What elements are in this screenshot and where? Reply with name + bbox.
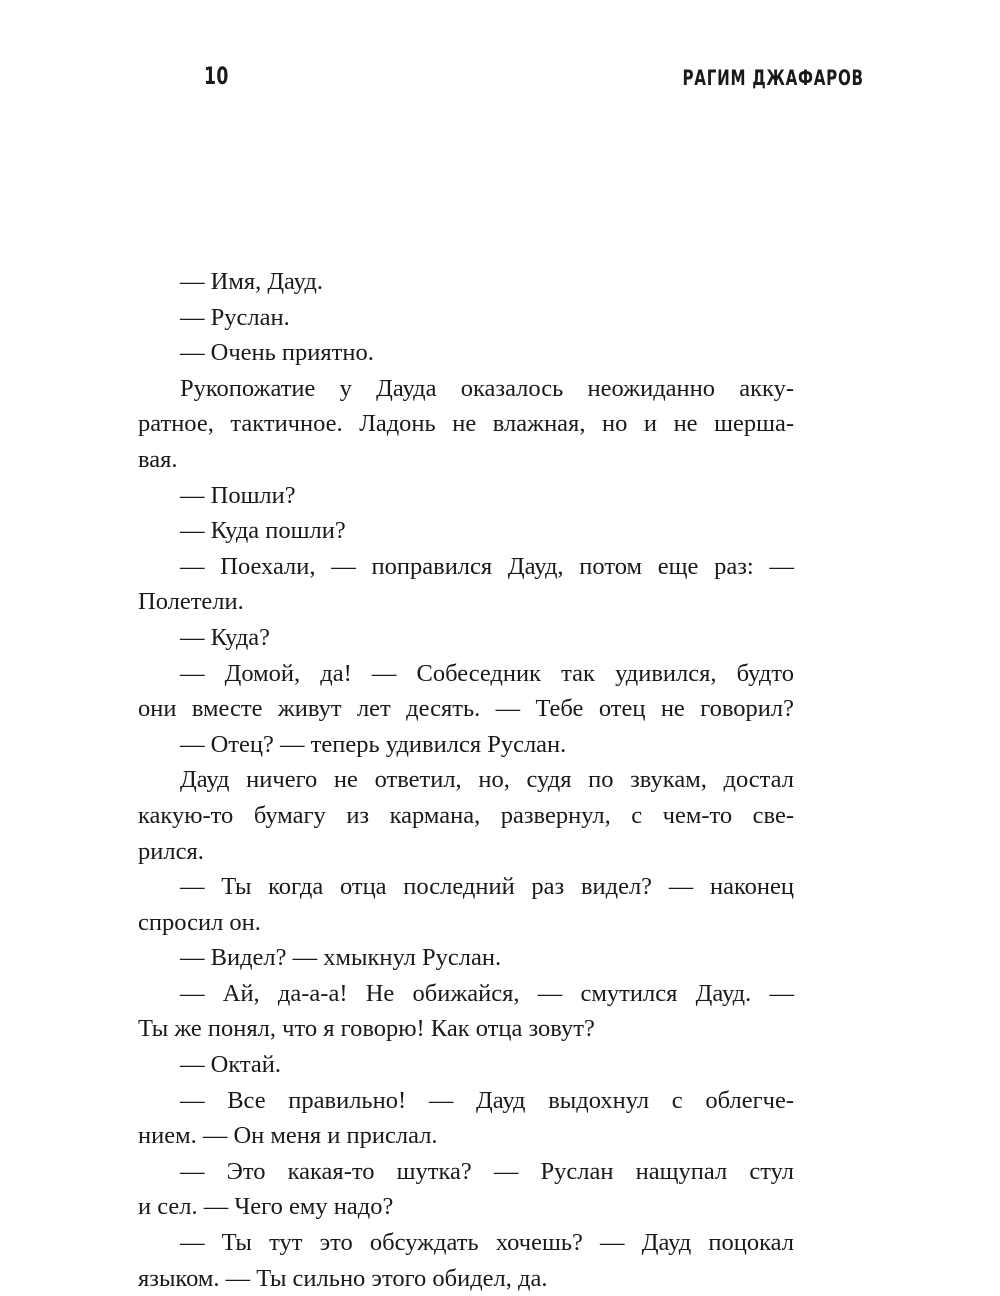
text-line: ратное, тактичное. Ладонь не влажная, но и не шерша- (138, 410, 794, 438)
text-line: — Куда? (180, 623, 271, 651)
text-line: нием. — Он меня и прислал. (138, 1122, 438, 1150)
text-line: Дауд ничего не ответил, но, судя по звукам, достал (180, 766, 794, 794)
running-head-author: РАГИМ ДЖАФАРОВ (682, 66, 864, 90)
text-line: — Ты когда отца последний раз видел? — наконец (180, 873, 794, 901)
page-number: 10 (204, 62, 229, 90)
text-line: и сел. — Чего ему надо? (138, 1193, 394, 1221)
text-line: они вместе живут лет десять. — Тебе отец не говорил? (138, 695, 794, 723)
text-line: рился. (138, 837, 204, 865)
text-line: спросил он. (138, 908, 261, 936)
text-line: Полетели. (138, 588, 244, 616)
text-line: — Домой, да! — Собеседник так удивился, будто (180, 659, 794, 687)
text-line: вая. (138, 445, 178, 473)
text-line: — Ай, да-а-а! Не обижайся, — смутился Дауд. — (180, 979, 794, 1007)
text-line: какую-то бумагу из кармана, развернул, с чем-то све- (138, 801, 794, 829)
text-line: — Ты тут это обсуждать хочешь? — Дауд поцокал (180, 1229, 794, 1257)
text-line: Ты же понял, что я говорю! Как отца зовут? (138, 1015, 595, 1043)
text-line: — Поехали, — поправился Дауд, потом еще раз: — (180, 552, 794, 580)
text-line: — Руслан. (180, 303, 290, 331)
text-line: — Все правильно! — Дауд выдохнул с облегче- (180, 1086, 794, 1114)
text-line: — Очень приятно. (180, 339, 374, 367)
text-line: языком. — Ты сильно этого обидел, да. (138, 1264, 548, 1292)
text-line: — Видел? — хмыкнул Руслан. (180, 944, 502, 972)
body-text (138, 264, 794, 1296)
text-line: — Куда пошли? (180, 517, 346, 545)
text-line: — Это какая-то шутка? — Руслан нащупал стул (180, 1157, 794, 1185)
text-line: — Пошли? (180, 481, 296, 509)
text-line: — Имя, Дауд. (180, 268, 323, 295)
text-line: — Отец? — теперь удивился Руслан. (180, 730, 567, 758)
text-line: — Октай. (180, 1051, 282, 1079)
text-line: Рукопожатие у Дауда оказалось неожиданно акку- (180, 374, 794, 402)
